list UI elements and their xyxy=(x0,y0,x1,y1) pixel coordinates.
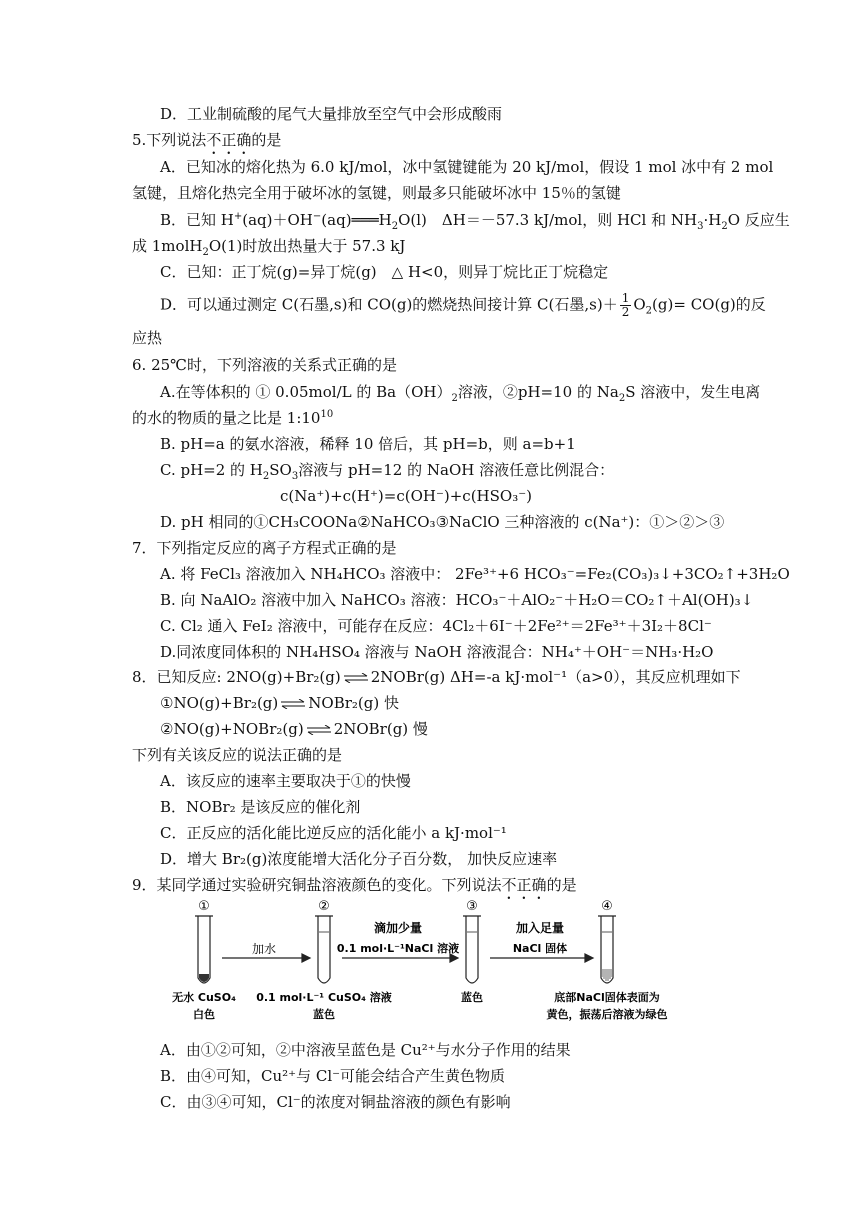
tube-label-2b: 蓝色 xyxy=(313,1008,335,1021)
q8-option-b: B．NOBr₂ 是该反应的催化剂 xyxy=(160,798,361,816)
q8-option-c: C．正反应的活化能比逆反应的活化能小 a kJ·mol⁻¹ xyxy=(160,824,507,842)
equilibrium-arrow-icon xyxy=(343,673,369,683)
tube-label-4b: 黄色，振荡后溶液为绿色 xyxy=(546,1008,668,1021)
q8-stem: 8．已知反应: 2NO(g)+Br₂(g) 2NOBr(g) ΔH=-a kJ·mol⁻¹（a>0），其反应机理如下 xyxy=(132,668,741,686)
tube-number-2: ② xyxy=(318,899,330,914)
arrow-label-3b: NaCl 固体 xyxy=(512,942,568,955)
q5-stem: 5.下列说法不正确的是 xyxy=(132,131,282,149)
q9-option-a: A．由①②可知，②中溶液呈蓝色是 Cu²⁺与水分子作用的结果 xyxy=(160,1041,571,1059)
tube-number-3: ③ xyxy=(466,899,478,914)
q5-option-c: C．已知：正丁烷(g)=异丁烷(g) △ H<0，则异丁烷比正丁烷稳定 xyxy=(160,263,609,281)
arrow-label-2b: 0.1 mol·L⁻¹NaCl 溶液 xyxy=(336,942,460,955)
arrow-label-3a: 加入足量 xyxy=(515,921,565,935)
q8-mechanism-2: ②NO(g)+NOBr₂(g) 2NOBr(g) 慢 xyxy=(160,720,428,738)
q6-option-c-line1: C. pH=2 的 $H_2SO_3$溶液与 pH=12 的 NaOH 溶液任意比例混合： xyxy=(160,461,615,482)
q6-option-d: D. pH 相同的①CH₃COONa②NaHCO₃③NaClO 三种溶液的 c(Na⁺)：①＞②＞③ xyxy=(160,513,725,531)
q9-option-c: C．由③④可知，Cl⁻的浓度对铜盐溶液的颜色有影响 xyxy=(160,1093,511,1111)
tube-label-1b: 白色 xyxy=(193,1008,215,1021)
q6-option-c-line2: c(Na⁺)+c(H⁺)=c(OH⁻)+c(HSO₃⁻) xyxy=(280,487,532,505)
arrow-label-2a: 滴加少量 xyxy=(373,921,423,935)
q7-option-d: D.同浓度同体积的 NH₄HSO₄ 溶液与 NaOH 溶液混合：NH₄⁺＋OH⁻＝NH₃·H₂O xyxy=(160,643,714,661)
q6-option-b: B. pH=a 的氨水溶液，稀释 10 倍后，其 pH=b，则 a=b+1 xyxy=(160,435,576,453)
equilibrium-arrow-icon xyxy=(280,699,306,709)
arrow-label-1: 加水 xyxy=(251,942,277,956)
q5-option-b-line1: B．已知 $H^+(aq)+OH^-(aq)═══H_2O(l)$ ΔH＝－57.3 kJ/mol，则 HCl 和 $NH_3\cdot H_2O$ 反应生 xyxy=(160,211,790,232)
q6-stem: 6. 25℃时，下列溶液的关系式正确的是 xyxy=(132,356,397,374)
tube-number-1: ① xyxy=(198,899,210,914)
tube-number-4: ④ xyxy=(601,899,613,914)
q8-option-a: A．该反应的速率主要取决于①的快慢 xyxy=(160,772,411,790)
q5-option-d-line1: D．可以通过测定 C(石墨,s)和 CO(g)的燃烧热间接计算 C(石墨,s)＋ $\frac{1}{2}$ $O_2(g)= CO(g)$的反 xyxy=(160,291,766,319)
tube-label-1a: 无水 CuSO₄ xyxy=(172,991,236,1004)
experiment-figure xyxy=(160,896,720,1026)
q5-option-b-line2: 成 1molH$_2$O(1)时放出热量大于 57.3 kJ xyxy=(132,237,406,258)
tube-label-4a: 底部NaCl固体表面为 xyxy=(554,991,660,1004)
q6-option-a-line2: 的水的物质的量之比是 $1:10^{10}$ xyxy=(132,409,334,427)
fraction-one-half: $\frac{1}{2}$ xyxy=(621,291,630,319)
tube-label-2a: 0.1 mol·L⁻¹ CuSO₄ 溶液 xyxy=(256,991,392,1004)
q7-option-a: A. 将 FeCl₃ 溶液加入 NH₄HCO₃ 溶液中： 2Fe³⁺+6 HCO₃⁻=Fe₂(CO₃)₃↓+3CO₂↑+3H₂O xyxy=(160,565,790,583)
q5-option-a-line2: 氢键，且熔化热完全用于破坏冰的氢键，则最多只能破坏冰中 15％的氢键 xyxy=(132,184,621,202)
q9-stem: 9．某同学通过实验研究铜盐溶液颜色的变化。下列说法不正确的是 xyxy=(132,876,577,894)
q4-option-d: D．工业制硫酸的尾气大量排放至空气中会形成酸雨 xyxy=(160,105,503,123)
q7-option-c: C. Cl₂ 通入 FeI₂ 溶液中，可能存在反应：4Cl₂＋6I⁻＋2Fe²⁺＝2Fe³⁺＋3I₂＋8Cl⁻ xyxy=(160,617,712,635)
q8-mechanism-1: ①NO(g)+Br₂(g) NOBr₂(g) 快 xyxy=(160,694,399,712)
q5-option-a-line1: A．已知冰的熔化热为 6.0 kJ/mol，冰中氢键键能为 20 kJ/mol，假设 1 mol 冰中有 2 mol xyxy=(160,158,774,176)
q9-option-b: B．由④可知，Cu²⁺与 Cl⁻可能会结合产生黄色物质 xyxy=(160,1067,506,1085)
q5-option-d-line2: 应热 xyxy=(132,329,163,347)
q6-option-a-line1: A.在等体积的 ① 0.05mol/L 的 $Ba(OH)_2$溶液，②pH=10 的 $Na_2S$ 溶液中，发生电离 xyxy=(160,383,761,404)
tube-label-3a: 蓝色 xyxy=(461,991,483,1004)
q7-option-b: B. 向 NaAlO₂ 溶液中加入 NaHCO₃ 溶液：HCO₃⁻＋AlO₂⁻＋H₂O＝CO₂↑＋Al(OH)₃↓ xyxy=(160,591,754,609)
q8-option-d: D．增大 Br₂(g)浓度能增大活化分子百分数， 加快反应速率 xyxy=(160,850,558,868)
q7-stem: 7．下列指定反应的离子方程式正确的是 xyxy=(132,539,397,557)
q8-question: 下列有关该反应的说法正确的是 xyxy=(132,746,343,764)
equilibrium-arrow-icon xyxy=(306,725,332,735)
